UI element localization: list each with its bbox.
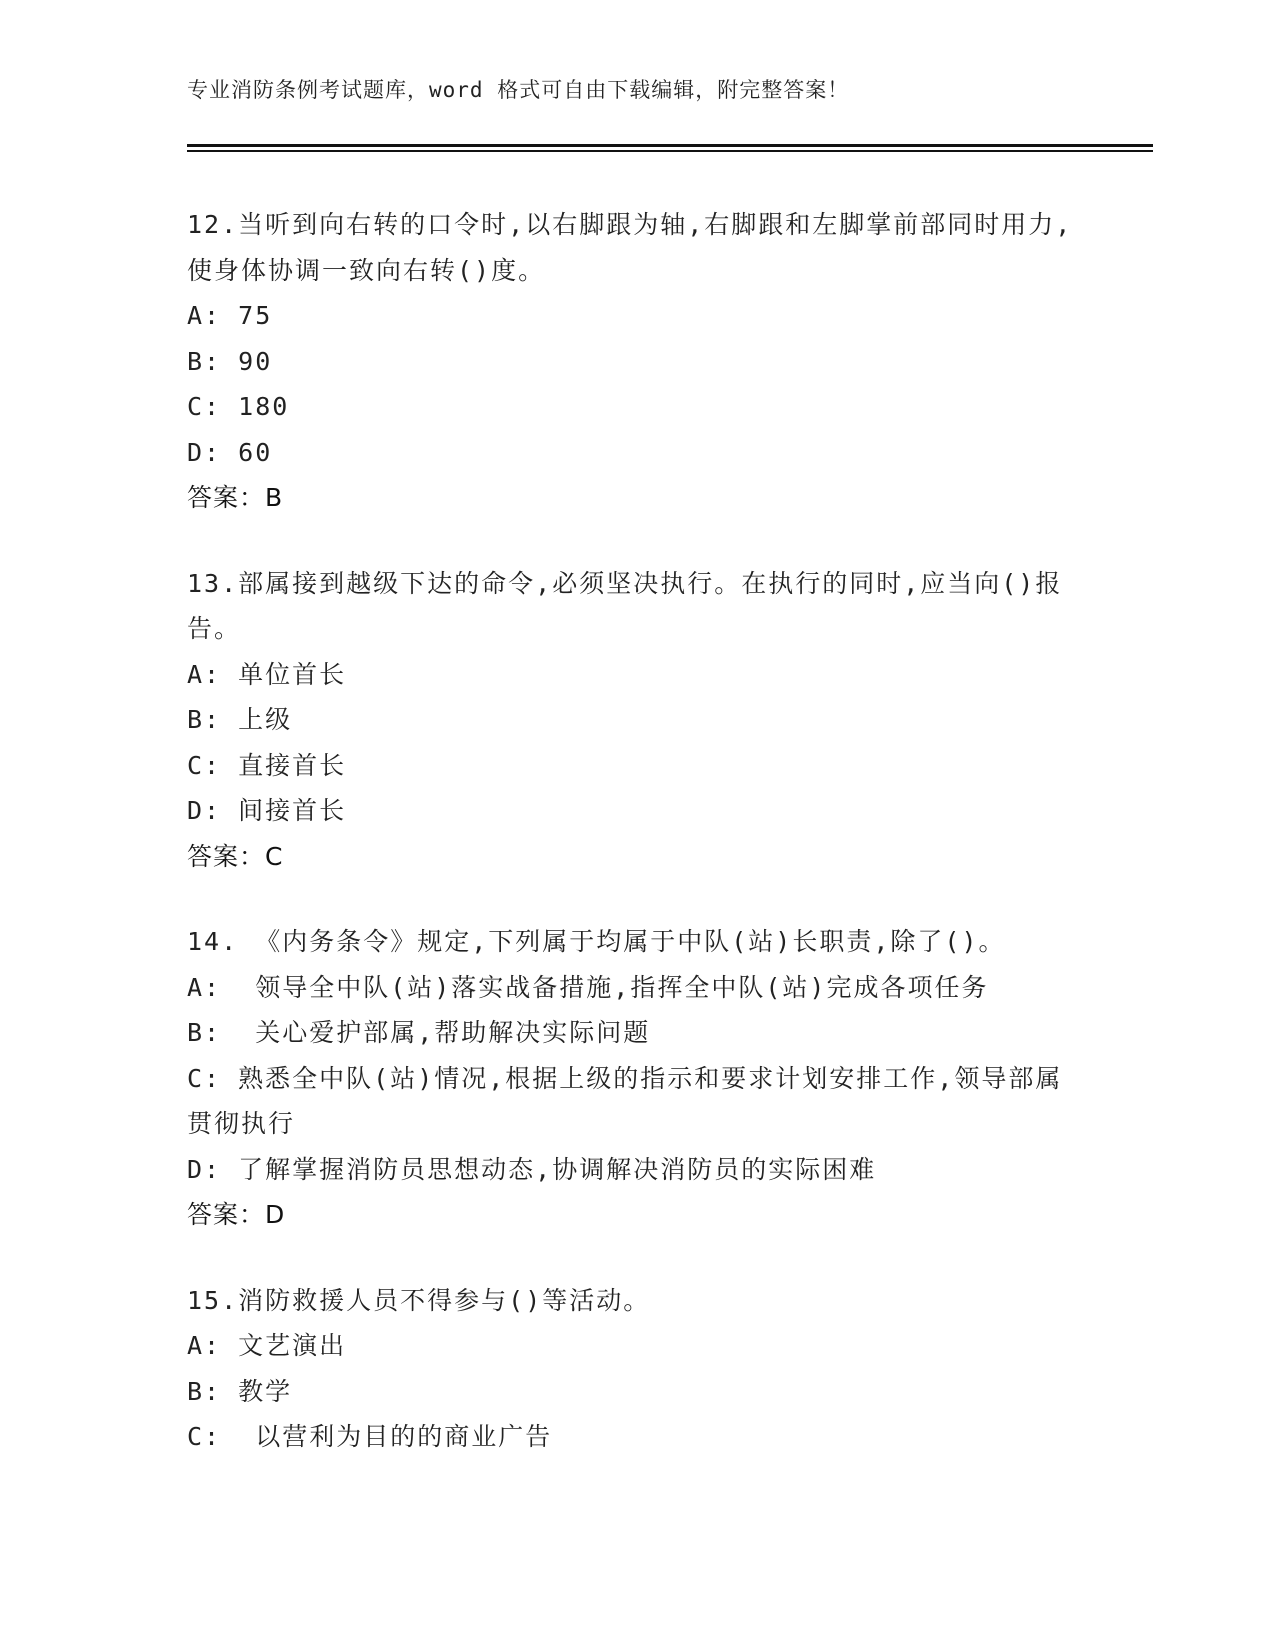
option-b: B: 关心爱护部属,帮助解决实际问题 xyxy=(187,1018,651,1047)
page-header-text: 专业消防条例考试题库，word 格式可自由下载编辑，附完整答案！ xyxy=(187,78,850,102)
question-12 xyxy=(187,202,1087,521)
header-rule-thin xyxy=(187,150,1153,152)
question-stem: 14. 《内务条令》规定,下列属于均属于中队(站)长职责,除了()。 xyxy=(187,927,1006,956)
header-rule-thick xyxy=(187,144,1153,147)
option-a: A: 单位首长 xyxy=(187,659,347,689)
option-c: C: 180 xyxy=(187,392,290,421)
option-b: B: 90 xyxy=(187,346,273,376)
option-c: C: 直接首长 xyxy=(187,750,347,780)
question-stem: 15.消防救援人员不得参与()等活动。 xyxy=(187,1285,651,1315)
answer-label: 答案：C xyxy=(187,841,284,871)
question-stem: 13.部属接到越级下达的命令,必须坚决执行。在执行的同时,应当向()报告。 xyxy=(187,568,1063,643)
answer-label: 答案：D xyxy=(187,1200,286,1229)
option-b: B: 教学 xyxy=(187,1376,293,1406)
option-d: D: 间接首长 xyxy=(187,796,347,825)
question-list xyxy=(187,202,1087,1500)
question-14 xyxy=(187,919,1087,1238)
option-a: A: 领导全中队(站)落实战备措施,指挥全中队(站)完成各项任务 xyxy=(187,972,989,1002)
option-d: D: 60 xyxy=(187,437,273,467)
option-d: D: 了解掌握消防员思想动态,协调解决消防员的实际困难 xyxy=(187,1154,877,1184)
answer-label: 答案：B xyxy=(187,483,284,512)
option-b: B: 上级 xyxy=(187,705,293,734)
option-c: C: 熟悉全中队(站)情况,根据上级的指示和要求计划安排工作,领导部属贯彻执行 xyxy=(187,1063,1063,1138)
question-13 xyxy=(187,561,1087,880)
question-stem: 12.当听到向右转的口令时,以右脚跟为轴,右脚跟和左脚掌前部同时用力,使身体协调一致向右转()度。 xyxy=(187,210,1073,285)
question-15 xyxy=(187,1278,1087,1460)
option-a: A: 75 xyxy=(187,301,273,330)
option-a: A: 文艺演出 xyxy=(187,1331,347,1360)
option-c: C: 以营利为目的的商业广告 xyxy=(187,1422,553,1451)
